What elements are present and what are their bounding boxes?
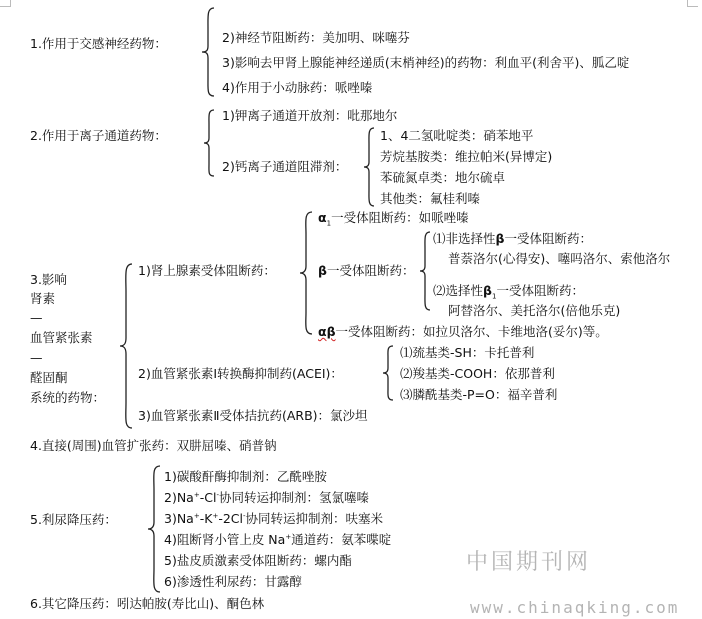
calcium-class-2: 芳烷基胺类：维拉帕米(异博定) xyxy=(380,149,553,164)
alpha-beta-blocker-line xyxy=(318,324,608,340)
beta-symbol: β xyxy=(318,263,327,278)
beta-subscript: 1 xyxy=(491,292,497,301)
section-1-item-4: 4)作用于小动脉药：哌唑嗪 xyxy=(222,80,373,95)
calcium-class-3: 苯硫氮卓类：地尔硫卓 xyxy=(380,170,506,185)
calcium-class-1: 1、4二氢吡啶类：硝苯地平 xyxy=(380,128,534,143)
alpha-subscript: 1 xyxy=(326,219,332,228)
acei-label: 2)血管紧张素Ⅰ转换酶抑制药(ACEI)： xyxy=(138,366,343,381)
diuretic-item-6: 6)渗透性利尿药：甘露醇 xyxy=(164,574,302,589)
selective-prefix: ⑵选择性 xyxy=(433,283,484,298)
diuretic-4-part-a: 4)阻断肾小管上皮 Na xyxy=(164,532,286,547)
section-1-item-2: 2)神经节阻断药：美加明、咪噻芬 xyxy=(222,30,410,45)
diuretic-2-part-c: 协同转运抑制剂：氢氯噻嗪 xyxy=(218,490,369,505)
potassium-channel-item: 1)钾离子通道开放剂：吡那地尔 xyxy=(222,108,398,123)
adrenergic-blocker-label: 1)肾上腺素受体阻断药： xyxy=(138,263,276,278)
section-3-title-line-2: 肾素 xyxy=(30,291,56,306)
page-corner-mark-left xyxy=(0,0,11,7)
diuretic-item-4 xyxy=(164,532,391,548)
alpha1-blocker-line xyxy=(318,210,469,226)
diuretic-item-1: 1)碳酸酐酶抑制剂：乙酰唑胺 xyxy=(164,469,327,484)
beta-symbol-nonselective: β xyxy=(495,231,505,246)
diuretic-2-sup-1: + xyxy=(193,490,200,499)
brace-section-2 xyxy=(202,108,216,178)
section-6-title: 6.其它降压药：吲达帕胺(寿比山)、酮色林 xyxy=(30,596,265,611)
arb-label: 3)血管紧张素Ⅱ受体拮抗药(ARB)：氯沙坦 xyxy=(138,408,368,423)
section-3-title-line-4: 血管紧张素 xyxy=(30,330,93,345)
alpha-beta-symbol: αβ xyxy=(318,324,336,339)
diuretic-item-3 xyxy=(164,511,383,527)
diuretic-4-sup: + xyxy=(285,532,292,541)
selective-beta-drugs: 阿替洛尔、美托洛尔(倍他乐克) xyxy=(448,303,621,318)
calcium-class-4: 其他类：氟桂利嗪 xyxy=(380,191,481,206)
alpha1-blocker-text: 一受体阻断药：如哌唑嗪 xyxy=(331,210,469,225)
diuretic-3-part-a: 3)Na xyxy=(164,511,194,526)
section-5-title: 5.利尿降压药： xyxy=(30,512,117,527)
diuretic-3-sup-3: - xyxy=(242,511,246,520)
diuretic-2-part-b: -Cl xyxy=(199,490,217,505)
brace-section-3 xyxy=(118,262,134,430)
brace-acei xyxy=(381,344,395,402)
watermark-site-name: 中国期刊网 xyxy=(466,550,592,575)
nonselective-text: 一受体阻断药： xyxy=(504,231,592,246)
diuretic-item-5: 5)盐皮质激素受体阻断药：螺内酯 xyxy=(164,553,352,568)
acei-class-2: ⑵羧基类-COOH：依那普利 xyxy=(400,366,555,381)
beta-blocker-line xyxy=(318,263,414,279)
diuretic-3-part-c: -2Cl xyxy=(218,511,243,526)
section-3-title-line-3: — xyxy=(30,310,43,325)
diuretic-3-part-d: 协同转运抑制剂：呋塞米 xyxy=(245,511,384,526)
page-corner-mark-right xyxy=(687,0,698,7)
selective-text: 一受体阻断药： xyxy=(496,283,584,298)
acei-class-3: ⑶膦酰基类-P=O：福辛普利 xyxy=(400,387,558,402)
section-3-title-line-6: 醛固酮 xyxy=(30,370,68,385)
acei-class-1: ⑴巯基类-SH：卡托普利 xyxy=(400,345,535,360)
section-3-title-line-1: 3.影响 xyxy=(30,272,67,287)
diuretic-item-2 xyxy=(164,490,369,506)
diuretic-3-sup-1: + xyxy=(193,511,200,520)
diuretic-2-sup-2: - xyxy=(216,490,219,499)
section-2-title: 2.作用于离子通道药物： xyxy=(30,128,167,143)
diuretic-2-part-a: 2)Na xyxy=(164,490,194,505)
brace-adrenergic xyxy=(298,210,314,336)
selective-beta-line xyxy=(433,283,584,299)
brace-beta xyxy=(418,230,432,312)
beta-blocker-text: 一受体阻断药： xyxy=(326,263,415,278)
beta-symbol-selective: β xyxy=(483,283,492,298)
section-4-title: 4.直接(周围)血管扩张药：双肼屈嗪、硝普钠 xyxy=(30,438,277,453)
section-1-title: 1.作用于交感神经药物： xyxy=(30,36,167,51)
section-1-item-3: 3)影响去甲肾上腺能神经递质(末梢神经)的药物：利血平(利舍平)、胍乙啶 xyxy=(222,55,630,70)
calcium-channel-item: 2)钙离子通道阻滞剂： xyxy=(222,159,348,174)
nonselective-beta-drugs: 普萘洛尔(心得安)、噻吗洛尔、索他洛尔 xyxy=(448,251,671,266)
nonselective-beta-line xyxy=(433,231,592,247)
section-3-title-line-7: 系统的药物： xyxy=(30,390,106,405)
diuretic-4-part-b: 通道药：氨苯喋啶 xyxy=(291,532,392,547)
watermark-url: www.chinaqking.com xyxy=(470,598,680,617)
diuretic-3-part-b: -K xyxy=(199,511,213,526)
alpha-beta-text: 一受体阻断药：如拉贝洛尔、卡维地洛(妥尔)等。 xyxy=(335,324,608,339)
alpha-symbol: α xyxy=(318,210,327,225)
brace-section-5 xyxy=(146,464,162,594)
diuretic-3-sup-2: + xyxy=(212,511,219,520)
brace-calcium xyxy=(362,126,376,208)
section-3-title-line-5: — xyxy=(30,350,43,365)
brace-section-1 xyxy=(200,6,216,98)
nonselective-prefix: ⑴非选择性 xyxy=(433,231,496,246)
